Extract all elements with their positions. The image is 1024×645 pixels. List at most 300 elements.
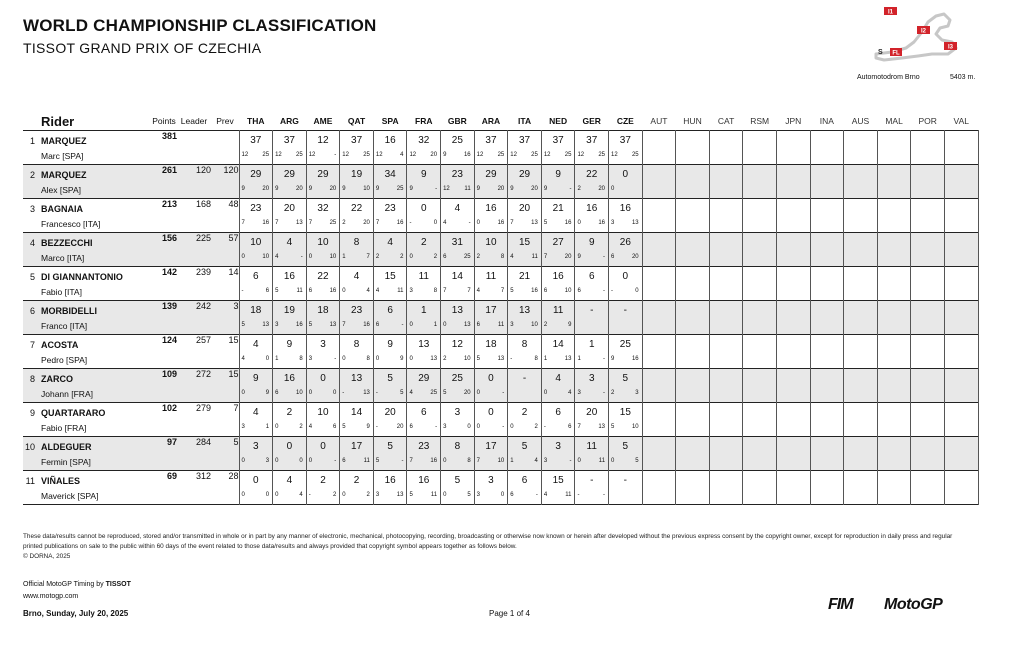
race-result-cell bbox=[306, 403, 340, 437]
race-result-cell bbox=[373, 267, 407, 301]
race-points: 4 bbox=[400, 152, 404, 158]
rider-first-name: Fabio [ITA] bbox=[41, 287, 82, 297]
race-total-points: 37 bbox=[250, 135, 262, 146]
race-points: 0 bbox=[299, 458, 303, 464]
race-points: 20 bbox=[396, 424, 404, 430]
race-total-points: 3 bbox=[253, 441, 259, 452]
dateline: Brno, Sunday, July 20, 2025 bbox=[23, 609, 129, 618]
race-total-points: 10 bbox=[317, 407, 329, 418]
gap-to-previous: 28 bbox=[228, 471, 239, 481]
map-label-start: S bbox=[878, 49, 883, 56]
circuit-name: Automotodrom Brno bbox=[857, 74, 920, 81]
rider-first-name: Johann [FRA] bbox=[41, 389, 93, 399]
upcoming-race-cell bbox=[676, 131, 710, 165]
sprint-points: 5 bbox=[543, 220, 548, 226]
upcoming-race-cell bbox=[877, 267, 911, 301]
sprint-points: 0 bbox=[308, 458, 313, 464]
race-points: 20 bbox=[598, 186, 606, 192]
upcoming-race-cell bbox=[844, 437, 878, 471]
map-label-i2: I2 bbox=[920, 28, 927, 35]
race-result-cell bbox=[373, 403, 407, 437]
upcoming-race-cell bbox=[743, 131, 777, 165]
event-subtitle: TISSOT GRAND PRIX OF CZECHIA bbox=[23, 40, 262, 56]
race-points: - bbox=[569, 186, 572, 192]
race-total-points: 2 bbox=[420, 237, 427, 248]
race-points: 11 bbox=[498, 322, 505, 328]
race-total-points: 31 bbox=[451, 237, 463, 248]
timing-credit bbox=[23, 581, 131, 588]
race-result-cell bbox=[407, 267, 441, 301]
sprint-points: 7 bbox=[375, 220, 380, 226]
upcoming-race-cell bbox=[709, 131, 743, 165]
sprint-points: 3 bbox=[275, 322, 279, 328]
race-result-cell bbox=[239, 165, 273, 199]
upcoming-race-cell bbox=[877, 131, 911, 165]
race-result-cell bbox=[239, 335, 273, 369]
race-total-points: 15 bbox=[619, 407, 631, 418]
sprint-points: 12 bbox=[543, 152, 551, 158]
gap-to-previous: 14 bbox=[228, 267, 239, 277]
rider-last-name: DI GIANNANTONIO bbox=[41, 272, 123, 282]
upcoming-race-cell bbox=[810, 233, 844, 267]
sprint-points: 7 bbox=[443, 288, 447, 294]
race-total-points: 8 bbox=[353, 237, 360, 248]
race-total-points: 5 bbox=[622, 441, 629, 452]
race-result-cell bbox=[575, 335, 609, 369]
race-total-points: 26 bbox=[619, 237, 631, 248]
rider-position: 8 bbox=[29, 374, 35, 384]
race-total-points: 29 bbox=[518, 169, 531, 180]
upcoming-race-cell bbox=[911, 369, 945, 403]
race-total-points: 3 bbox=[488, 475, 494, 486]
race-total-points: 15 bbox=[384, 271, 396, 282]
header-race-jpn: JPN bbox=[785, 116, 802, 126]
race-points: 3 bbox=[635, 390, 639, 396]
race-result-cell bbox=[340, 131, 374, 165]
race-total-points: 22 bbox=[317, 271, 329, 282]
upcoming-race-cell bbox=[877, 369, 911, 403]
upcoming-race-cell bbox=[944, 471, 978, 505]
rider-cell bbox=[23, 267, 151, 301]
upcoming-race-cell bbox=[676, 301, 710, 335]
upcoming-race-cell bbox=[642, 165, 676, 199]
race-total-points: - bbox=[623, 305, 627, 316]
upcoming-race-cell bbox=[944, 335, 978, 369]
header-race-ita: ITA bbox=[518, 116, 532, 126]
race-result-cell bbox=[441, 199, 475, 233]
upcoming-race-cell bbox=[911, 471, 945, 505]
race-result-cell bbox=[609, 165, 643, 199]
race-total-points: 14 bbox=[552, 339, 564, 350]
sprint-points: 12 bbox=[476, 152, 484, 158]
race-total-points: 3 bbox=[588, 373, 595, 384]
race-result-cell bbox=[306, 267, 340, 301]
race-result-cell bbox=[239, 437, 273, 471]
table-row bbox=[23, 199, 978, 233]
race-total-points: 5 bbox=[387, 441, 393, 452]
upcoming-race-cell bbox=[810, 437, 844, 471]
gap-to-previous: 120 bbox=[211, 165, 239, 199]
race-total-points: 9 bbox=[588, 237, 595, 248]
upcoming-race-cell bbox=[642, 267, 676, 301]
race-result-cell bbox=[306, 369, 340, 403]
race-result-cell bbox=[306, 437, 340, 471]
race-result-cell bbox=[373, 233, 407, 267]
upcoming-race-cell bbox=[810, 369, 844, 403]
race-total-points: 20 bbox=[384, 407, 396, 418]
sprint-points: 7 bbox=[476, 458, 480, 464]
race-result-cell bbox=[474, 301, 508, 335]
race-points: - bbox=[535, 492, 538, 498]
race-points: 10 bbox=[631, 424, 639, 430]
race-result-cell bbox=[373, 335, 407, 369]
sprint-points: 3 bbox=[241, 424, 245, 430]
race-points: 8 bbox=[299, 356, 303, 362]
sprint-points: 12 bbox=[577, 152, 585, 158]
sprint-points: 0 bbox=[342, 288, 346, 294]
race-total-points: 14 bbox=[351, 407, 363, 418]
race-result-cell bbox=[474, 165, 508, 199]
upcoming-race-cell bbox=[944, 165, 978, 199]
race-total-points: 18 bbox=[317, 305, 329, 316]
upcoming-race-cell bbox=[911, 131, 945, 165]
race-total-points: - bbox=[590, 305, 594, 316]
race-points: 6 bbox=[265, 288, 270, 294]
sprint-points: 0 bbox=[409, 254, 413, 260]
race-result-cell bbox=[508, 437, 542, 471]
race-result-cell bbox=[441, 267, 475, 301]
race-result-cell bbox=[474, 335, 508, 369]
rider-last-name: QUARTARARO bbox=[41, 408, 106, 418]
header-race-hun: HUN bbox=[683, 116, 702, 126]
header-race-gbr: GBR bbox=[447, 116, 467, 126]
race-total-points: 1 bbox=[420, 305, 427, 316]
upcoming-race-cell bbox=[777, 267, 811, 301]
sprint-points: 2 bbox=[476, 254, 480, 260]
race-result-cell bbox=[441, 131, 475, 165]
rider-first-name: Maverick [SPA] bbox=[41, 491, 99, 501]
header-race-qat: QAT bbox=[347, 116, 366, 126]
race-points: 10 bbox=[296, 390, 303, 396]
race-total-points: 17 bbox=[485, 305, 497, 316]
race-total-points: - bbox=[522, 373, 527, 384]
race-total-points: 6 bbox=[521, 475, 528, 486]
race-points: 16 bbox=[463, 152, 471, 158]
race-total-points: 4 bbox=[286, 237, 293, 248]
race-points: 4 bbox=[568, 390, 572, 396]
sprint-points: 9 bbox=[409, 186, 413, 192]
upcoming-race-cell bbox=[844, 301, 878, 335]
race-result-cell bbox=[239, 471, 273, 505]
upcoming-race-cell bbox=[810, 267, 844, 301]
upcoming-race-cell bbox=[642, 335, 676, 369]
upcoming-race-cell bbox=[777, 403, 811, 437]
upcoming-race-cell bbox=[676, 403, 710, 437]
race-result-cell bbox=[508, 369, 542, 403]
upcoming-race-cell bbox=[642, 403, 676, 437]
race-result-cell bbox=[508, 301, 542, 335]
upcoming-race-cell bbox=[911, 165, 945, 199]
upcoming-race-cell bbox=[743, 369, 777, 403]
race-total-points: 29 bbox=[317, 169, 329, 180]
race-total-points: 9 bbox=[286, 339, 293, 350]
race-result-cell bbox=[306, 165, 340, 199]
rider-cell bbox=[23, 301, 151, 335]
classification-body bbox=[23, 131, 978, 505]
race-points: 20 bbox=[531, 186, 538, 192]
sprint-points: 9 bbox=[375, 186, 380, 192]
race-points: 8 bbox=[366, 356, 370, 362]
race-result-cell bbox=[273, 301, 307, 335]
upcoming-race-cell bbox=[777, 369, 811, 403]
race-total-points: 16 bbox=[283, 271, 295, 282]
race-points: - bbox=[502, 424, 505, 430]
race-result-cell bbox=[273, 131, 307, 165]
sprint-points: 3 bbox=[476, 492, 480, 498]
race-total-points: 37 bbox=[283, 135, 295, 146]
sprint-points: 0 bbox=[510, 424, 514, 430]
rider-last-name: MARQUEZ bbox=[41, 170, 87, 180]
upcoming-race-cell bbox=[676, 471, 710, 505]
race-points: 2 bbox=[433, 254, 438, 260]
sprint-points: 5 bbox=[375, 458, 380, 464]
sprint-points: 0 bbox=[611, 186, 615, 192]
gap-to-previous: 57 bbox=[211, 233, 239, 267]
upcoming-race-cell bbox=[709, 471, 743, 505]
sprint-points: 6 bbox=[476, 322, 480, 328]
race-points: 13 bbox=[329, 322, 337, 328]
sprint-points: 0 bbox=[611, 458, 615, 464]
gap-to-leader: 279 bbox=[195, 403, 211, 413]
sprint-points: 5 bbox=[308, 322, 313, 328]
race-result-cell bbox=[541, 403, 575, 437]
upcoming-race-cell bbox=[877, 471, 911, 505]
race-total-points: 12 bbox=[317, 135, 329, 146]
rider-cell bbox=[23, 233, 151, 267]
race-result-cell bbox=[474, 369, 508, 403]
race-result-cell bbox=[373, 437, 407, 471]
upcoming-race-cell bbox=[642, 131, 676, 165]
sprint-points: 0 bbox=[577, 458, 581, 464]
sprint-points: 6 bbox=[275, 390, 279, 396]
race-result-cell bbox=[273, 267, 307, 301]
sprint-points: 3 bbox=[510, 322, 514, 328]
header-leader: Leader bbox=[180, 116, 208, 126]
race-total-points: 3 bbox=[555, 441, 561, 452]
rider-first-name: Fermin [SPA] bbox=[41, 457, 91, 467]
sprint-points: 0 bbox=[275, 424, 279, 430]
race-points: 2 bbox=[534, 424, 538, 430]
gap-to-leader: 225 bbox=[177, 233, 211, 267]
race-result-cell bbox=[239, 369, 273, 403]
race-total-points: 29 bbox=[283, 169, 295, 180]
sprint-points: 6 bbox=[342, 458, 346, 464]
race-points: 25 bbox=[631, 152, 639, 158]
race-result-cell bbox=[609, 437, 643, 471]
race-total-points: 25 bbox=[619, 339, 631, 350]
upcoming-race-cell bbox=[944, 131, 978, 165]
upcoming-race-cell bbox=[810, 471, 844, 505]
race-points: 2 bbox=[299, 424, 303, 430]
table-row bbox=[23, 471, 978, 505]
sprint-points: - bbox=[375, 390, 378, 396]
race-points: - bbox=[502, 390, 505, 396]
race-points: 25 bbox=[598, 152, 606, 158]
classification-table bbox=[23, 112, 979, 505]
upcoming-race-cell bbox=[709, 369, 743, 403]
sprint-points: 4 bbox=[308, 424, 313, 430]
race-total-points: 37 bbox=[619, 135, 631, 146]
race-result-cell bbox=[508, 131, 542, 165]
map-label-fl: FL bbox=[892, 50, 900, 57]
race-total-points: 11 bbox=[552, 305, 564, 316]
race-total-points: 4 bbox=[387, 237, 393, 248]
rider-cell bbox=[23, 437, 151, 471]
race-points: - bbox=[603, 390, 606, 396]
sprint-points: 6 bbox=[510, 492, 514, 498]
race-points: 9 bbox=[366, 424, 370, 430]
race-points: 2 bbox=[332, 492, 337, 498]
race-result-cell bbox=[575, 437, 609, 471]
sprint-points: 6 bbox=[409, 424, 413, 430]
race-result-cell bbox=[273, 199, 307, 233]
upcoming-race-cell bbox=[877, 403, 911, 437]
race-total-points: 3 bbox=[454, 407, 461, 418]
race-points: 8 bbox=[534, 356, 538, 362]
sprint-points: 12 bbox=[611, 152, 618, 158]
sprint-points: 4 bbox=[241, 356, 245, 362]
upcoming-race-cell bbox=[743, 471, 777, 505]
race-total-points: 23 bbox=[451, 169, 463, 180]
race-result-cell bbox=[407, 369, 441, 403]
race-total-points: 13 bbox=[518, 305, 531, 316]
sprint-points: 5 bbox=[443, 390, 447, 396]
race-result-cell bbox=[474, 471, 508, 505]
sprint-points: 9 bbox=[443, 152, 447, 158]
race-total-points: 0 bbox=[488, 407, 494, 418]
race-points: 11 bbox=[531, 254, 538, 260]
race-points: 13 bbox=[262, 322, 270, 328]
sprint-points: 0 bbox=[241, 492, 245, 498]
race-result-cell bbox=[474, 267, 508, 301]
race-result-cell bbox=[609, 403, 643, 437]
race-result-cell bbox=[575, 131, 609, 165]
race-total-points: 11 bbox=[586, 441, 597, 452]
race-points: 13 bbox=[463, 322, 471, 328]
race-points: 25 bbox=[296, 152, 303, 158]
fim-logo: FIM bbox=[828, 596, 853, 613]
header-race-arg: ARG bbox=[279, 116, 299, 126]
race-points: 8 bbox=[500, 254, 505, 260]
sprint-points: 7 bbox=[409, 458, 413, 464]
race-result-cell bbox=[541, 267, 575, 301]
race-result-cell bbox=[541, 301, 575, 335]
race-points: 16 bbox=[564, 220, 572, 226]
sprint-points: - bbox=[409, 220, 412, 226]
upcoming-race-cell bbox=[777, 131, 811, 165]
race-total-points: 27 bbox=[552, 237, 564, 248]
race-total-points: 13 bbox=[351, 373, 363, 384]
header-points: Points bbox=[152, 116, 176, 126]
upcoming-race-cell bbox=[911, 267, 945, 301]
sprint-points: 12 bbox=[409, 152, 417, 158]
race-total-points: 12 bbox=[451, 339, 463, 350]
sprint-points: 3 bbox=[543, 458, 548, 464]
sprint-points: 1 bbox=[275, 356, 279, 362]
rider-last-name: BEZZECCHI bbox=[41, 238, 93, 248]
sprint-points: 2 bbox=[611, 390, 615, 396]
rider-cell bbox=[23, 131, 151, 165]
rider-last-name: ZARCO bbox=[41, 374, 73, 384]
race-points: 9 bbox=[568, 322, 572, 328]
header-race-fra: FRA bbox=[415, 116, 433, 126]
race-points: 20 bbox=[296, 186, 303, 192]
website-link[interactable]: www.motogp.com bbox=[23, 593, 79, 600]
race-total-points: 10 bbox=[485, 237, 497, 248]
upcoming-race-cell bbox=[944, 369, 978, 403]
sprint-points: 0 bbox=[275, 458, 279, 464]
copyright: © DORNA, 2025 bbox=[23, 553, 71, 560]
upcoming-race-cell bbox=[676, 437, 710, 471]
race-result-cell bbox=[239, 403, 273, 437]
upcoming-race-cell bbox=[944, 301, 978, 335]
race-result-cell bbox=[508, 267, 542, 301]
race-total-points: 0 bbox=[320, 441, 326, 452]
race-total-points: 25 bbox=[451, 373, 463, 384]
race-total-points: 4 bbox=[253, 407, 259, 418]
race-result-cell bbox=[541, 199, 575, 233]
race-points: 10 bbox=[531, 322, 538, 328]
upcoming-race-cell bbox=[810, 131, 844, 165]
rider-first-name: Franco [ITA] bbox=[41, 321, 88, 331]
header-rider: Rider bbox=[41, 113, 75, 129]
race-points: 20 bbox=[631, 254, 639, 260]
race-result-cell bbox=[541, 165, 575, 199]
race-total-points: 32 bbox=[418, 135, 430, 146]
sprint-points: 3 bbox=[443, 424, 447, 430]
header-race-ara: ARA bbox=[481, 116, 501, 126]
upcoming-race-cell bbox=[676, 267, 710, 301]
sprint-points: 3 bbox=[375, 492, 380, 498]
race-total-points: 20 bbox=[518, 203, 531, 214]
race-result-cell bbox=[373, 199, 407, 233]
upcoming-race-cell bbox=[642, 437, 676, 471]
upcoming-race-cell bbox=[777, 233, 811, 267]
race-points: 4 bbox=[534, 458, 538, 464]
race-points: 11 bbox=[363, 458, 370, 464]
race-points: 0 bbox=[500, 492, 505, 498]
rider-points: 97 bbox=[151, 437, 177, 471]
race-total-points: 5 bbox=[454, 475, 461, 486]
race-total-points: 17 bbox=[351, 441, 363, 452]
upcoming-race-cell bbox=[743, 335, 777, 369]
sprint-points: 0 bbox=[443, 458, 447, 464]
race-points: 20 bbox=[262, 186, 270, 192]
race-result-cell bbox=[306, 131, 340, 165]
race-result-cell bbox=[273, 369, 307, 403]
race-points: 25 bbox=[396, 186, 404, 192]
race-result-cell bbox=[340, 403, 374, 437]
race-total-points: 22 bbox=[351, 203, 363, 214]
race-result-cell bbox=[373, 165, 407, 199]
sprint-points: 6 bbox=[577, 288, 581, 294]
race-result-cell bbox=[340, 471, 374, 505]
sprint-points: 0 bbox=[409, 322, 413, 328]
race-result-cell bbox=[306, 301, 340, 335]
race-points: 4 bbox=[299, 492, 303, 498]
race-total-points: 20 bbox=[586, 407, 598, 418]
table-row bbox=[23, 335, 978, 369]
